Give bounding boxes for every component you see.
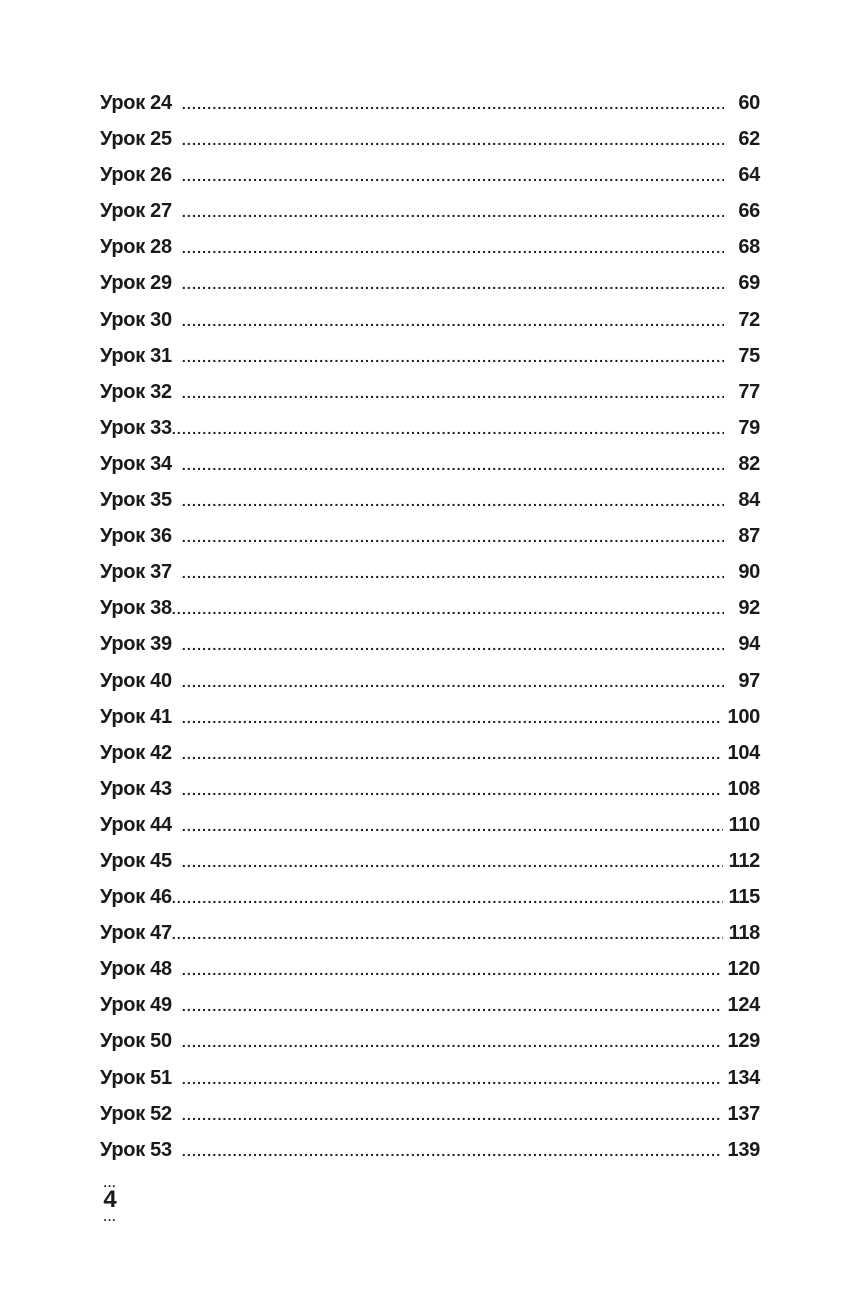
toc-dot-leader	[182, 453, 724, 476]
toc-entry-label: Урок 50	[100, 1030, 172, 1053]
toc-entry-page: 69	[738, 272, 760, 295]
toc-entry	[100, 525, 760, 561]
toc-dot-leader	[182, 164, 724, 187]
toc-entry-page: 87	[738, 525, 760, 548]
toc-entry-label: Урок 41	[100, 705, 172, 728]
toc-dot-leader	[182, 309, 724, 332]
toc-entry	[100, 200, 760, 236]
toc-entry-page: 77	[738, 380, 760, 403]
toc-dot-leader	[182, 1103, 722, 1126]
toc-entry-page: 100	[727, 705, 760, 728]
toc-entry-page: 92	[738, 597, 760, 620]
toc-entry-label: Урок 39	[100, 633, 172, 656]
toc-entry	[100, 309, 760, 345]
toc-entry	[100, 742, 760, 778]
toc-dot-leader	[182, 128, 724, 151]
toc-entry-label: Урок 48	[100, 958, 172, 981]
toc-entry-page: 110	[728, 813, 760, 836]
toc-entry	[100, 128, 760, 164]
toc-dot-leader	[172, 886, 723, 909]
toc-entry-page: 90	[738, 561, 760, 584]
toc-entry-label: Урок 52	[100, 1102, 172, 1125]
toc-entry-page: 134	[727, 1066, 760, 1089]
toc-dot-leader	[182, 92, 724, 115]
toc-entry	[100, 670, 760, 706]
toc-entry-label: Урок 38	[100, 597, 172, 620]
toc-entry	[100, 706, 760, 742]
toc-entry-page: 66	[738, 200, 760, 223]
toc-entry-label: Урок 45	[100, 849, 172, 872]
toc-dot-leader	[182, 525, 724, 548]
toc-entry-label: Урок 30	[100, 308, 172, 331]
toc-entry-page: 139	[727, 1138, 760, 1161]
toc-entry	[100, 561, 760, 597]
toc-dot-leader	[172, 922, 723, 945]
toc-entry-page: 68	[738, 236, 760, 259]
toc-dot-leader	[182, 814, 723, 837]
toc-entry-page: 108	[727, 777, 760, 800]
toc-entry	[100, 597, 760, 633]
toc-entry-page: 75	[738, 344, 760, 367]
toc-entry-label: Урок 35	[100, 489, 172, 512]
toc-entry-label: Урок 28	[100, 236, 172, 259]
toc-entry	[100, 1139, 760, 1175]
toc-entry-label: Урок 33	[100, 416, 172, 439]
toc-entry-label: Урок 37	[100, 561, 172, 584]
toc-entry	[100, 1030, 760, 1066]
toc-dot-leader	[182, 1030, 722, 1053]
toc-entry-page: 137	[727, 1102, 760, 1125]
toc-entry-label: Урок 53	[100, 1138, 172, 1161]
toc-dot-leader	[182, 200, 724, 223]
toc-dot-leader	[182, 994, 722, 1017]
toc-dot-leader	[182, 742, 722, 765]
toc-entry-label: Урок 36	[100, 525, 172, 548]
toc-dot-leader	[182, 670, 724, 693]
toc-dot-leader	[182, 633, 724, 656]
toc-entry-page: 62	[738, 128, 760, 151]
toc-dot-leader	[182, 1139, 722, 1162]
toc-entry-label: Урок 32	[100, 380, 172, 403]
toc-entry-label: Урок 51	[100, 1066, 172, 1089]
toc-entry	[100, 994, 760, 1030]
toc-entry-page: 104	[727, 741, 760, 764]
toc-dot-leader	[182, 381, 724, 404]
toc-entry-page: 118	[728, 922, 760, 945]
toc-entry	[100, 922, 760, 958]
toc-entry-page: 94	[738, 633, 760, 656]
toc-dot-leader	[182, 706, 722, 729]
toc-entry-label: Урок 42	[100, 741, 172, 764]
toc-dot-leader	[182, 1067, 722, 1090]
page-number-top-dots: ...	[103, 1176, 117, 1190]
toc-entry-page: 124	[727, 994, 760, 1017]
toc-dot-leader	[182, 489, 724, 512]
toc-entry	[100, 778, 760, 814]
toc-dot-leader	[182, 958, 722, 981]
toc-dot-leader	[182, 778, 722, 801]
toc-entry-label: Урок 47	[100, 922, 172, 945]
toc-entry-page: 79	[738, 416, 760, 439]
toc-entry	[100, 92, 760, 128]
toc-entry	[100, 886, 760, 922]
toc-dot-leader	[182, 236, 724, 259]
toc-entry	[100, 633, 760, 669]
toc-dot-leader	[182, 561, 724, 584]
toc-dot-leader	[172, 597, 724, 620]
toc-dot-leader	[182, 272, 724, 295]
table-of-contents	[100, 92, 760, 1175]
toc-entry-page: 84	[738, 489, 760, 512]
toc-entry-label: Урок 26	[100, 164, 172, 187]
toc-entry-page: 60	[738, 92, 760, 114]
page-number-block	[100, 1176, 120, 1224]
toc-entry	[100, 850, 760, 886]
toc-entry-page: 120	[727, 958, 760, 981]
toc-entry-page: 72	[738, 308, 760, 331]
toc-entry-label: Урок 29	[100, 272, 172, 295]
toc-dot-leader	[182, 345, 724, 368]
toc-entry	[100, 1067, 760, 1103]
toc-entry-label: Урок 27	[100, 200, 172, 223]
toc-entry-label: Урок 25	[100, 128, 172, 151]
toc-entry-label: Урок 44	[100, 813, 172, 836]
toc-entry	[100, 164, 760, 200]
toc-entry-label: Урок 40	[100, 669, 172, 692]
toc-entry	[100, 958, 760, 994]
toc-entry-page: 64	[738, 164, 760, 187]
toc-entry-label: Урок 46	[100, 886, 172, 909]
toc-entry-label: Урок 31	[100, 344, 172, 367]
toc-entry-page: 129	[727, 1030, 760, 1053]
toc-entry-label: Урок 43	[100, 777, 172, 800]
toc-dot-leader	[182, 850, 723, 873]
toc-entry	[100, 453, 760, 489]
toc-entry-page: 82	[738, 452, 760, 475]
toc-entry	[100, 1103, 760, 1139]
toc-entry-page: 112	[728, 849, 760, 872]
toc-entry	[100, 489, 760, 525]
toc-entry	[100, 236, 760, 272]
page-number-bottom-dots: ...	[103, 1210, 117, 1224]
toc-entry-page: 115	[728, 886, 760, 909]
toc-entry-label: Урок 34	[100, 452, 172, 475]
toc-entry	[100, 381, 760, 417]
toc-entry-label: Урок 24	[100, 92, 172, 114]
toc-entry-label: Урок 49	[100, 994, 172, 1017]
page-number: 4	[103, 1186, 117, 1213]
toc-entry-page: 97	[738, 669, 760, 692]
toc-entry	[100, 814, 760, 850]
toc-entry	[100, 345, 760, 381]
toc-entry	[100, 272, 760, 308]
toc-entry	[100, 417, 760, 453]
toc-dot-leader	[172, 417, 724, 440]
